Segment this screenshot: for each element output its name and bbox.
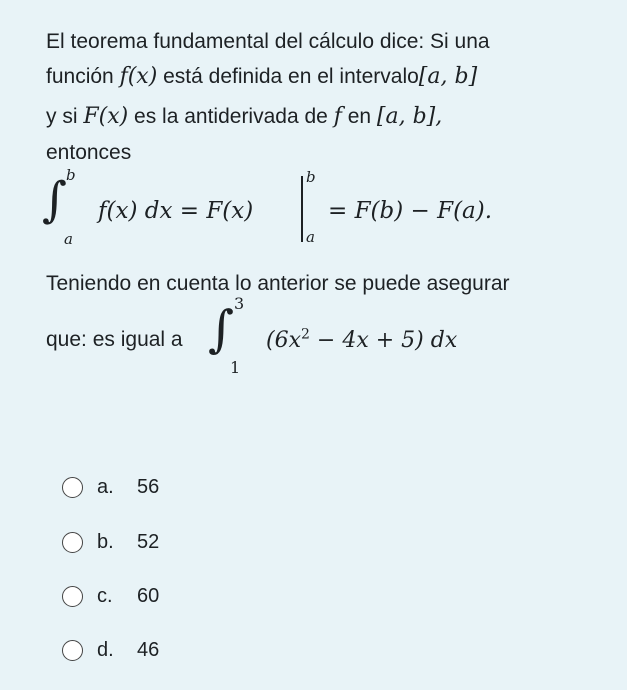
question-line-1: El teorema fundamental del cálculo dice: Si una bbox=[46, 30, 490, 53]
math-interval: [a, b] bbox=[418, 64, 478, 89]
option-d[interactable] bbox=[62, 635, 159, 665]
text-funcion: función bbox=[46, 65, 114, 88]
radio-a[interactable] bbox=[62, 477, 83, 498]
option-d-value: 46 bbox=[137, 638, 160, 661]
formula-integral bbox=[208, 294, 528, 378]
question-line-3 bbox=[46, 104, 442, 129]
radio-c[interactable] bbox=[62, 586, 83, 607]
text-definida: está definida en el intervalo bbox=[163, 65, 419, 88]
option-c-letter: c. bbox=[97, 584, 113, 607]
option-d-letter: d. bbox=[97, 638, 114, 661]
math-fx: f(x) bbox=[119, 64, 158, 89]
option-a-letter: a. bbox=[97, 475, 114, 498]
integral2-lower: 1 bbox=[230, 358, 241, 377]
eval-lower: a bbox=[306, 228, 315, 246]
exponent: 2 bbox=[301, 326, 310, 343]
integrand-2 bbox=[266, 326, 457, 353]
formula-ftc bbox=[42, 166, 566, 248]
text-en: en bbox=[347, 105, 372, 128]
question-line-2 bbox=[46, 64, 477, 89]
option-b-value: 52 bbox=[137, 530, 160, 553]
integral-sign-2: ∫ bbox=[208, 300, 235, 358]
radio-d[interactable] bbox=[62, 640, 83, 661]
option-a-value: 56 bbox=[137, 475, 160, 498]
radio-b[interactable] bbox=[62, 532, 83, 553]
option-c-value: 60 bbox=[137, 584, 160, 607]
integral-sign: ∫ bbox=[42, 172, 68, 228]
eval-upper: b bbox=[306, 168, 316, 186]
integral-lower: a bbox=[64, 230, 73, 248]
question-line-4: entonces bbox=[46, 141, 132, 164]
math-Fx: F(x) bbox=[83, 104, 129, 129]
option-c[interactable] bbox=[62, 581, 159, 611]
integral2-upper: 3 bbox=[234, 294, 245, 313]
integrand: f(x) dx = F(x) bbox=[98, 198, 254, 224]
eval-bar bbox=[301, 176, 303, 242]
integrand-2-b: − 4x + 5) dx bbox=[309, 328, 458, 353]
question-line-5: Teniendo en cuenta lo anterior se puede asegurar bbox=[46, 272, 510, 295]
option-b[interactable] bbox=[62, 527, 159, 557]
question-line-6: que: es igual a bbox=[46, 328, 183, 351]
option-b-letter: b. bbox=[97, 530, 114, 553]
integrand-2-a: (6x bbox=[266, 328, 301, 353]
math-f: f bbox=[333, 104, 342, 129]
integral-upper: b bbox=[66, 166, 76, 184]
option-a[interactable] bbox=[62, 472, 159, 502]
math-interval-2: [a, b], bbox=[376, 104, 443, 129]
text-ysi: y si bbox=[46, 105, 78, 128]
text-antiderivada: es la antiderivada de bbox=[134, 105, 328, 128]
formula-rhs: = F(b) − F(a). bbox=[328, 198, 493, 224]
